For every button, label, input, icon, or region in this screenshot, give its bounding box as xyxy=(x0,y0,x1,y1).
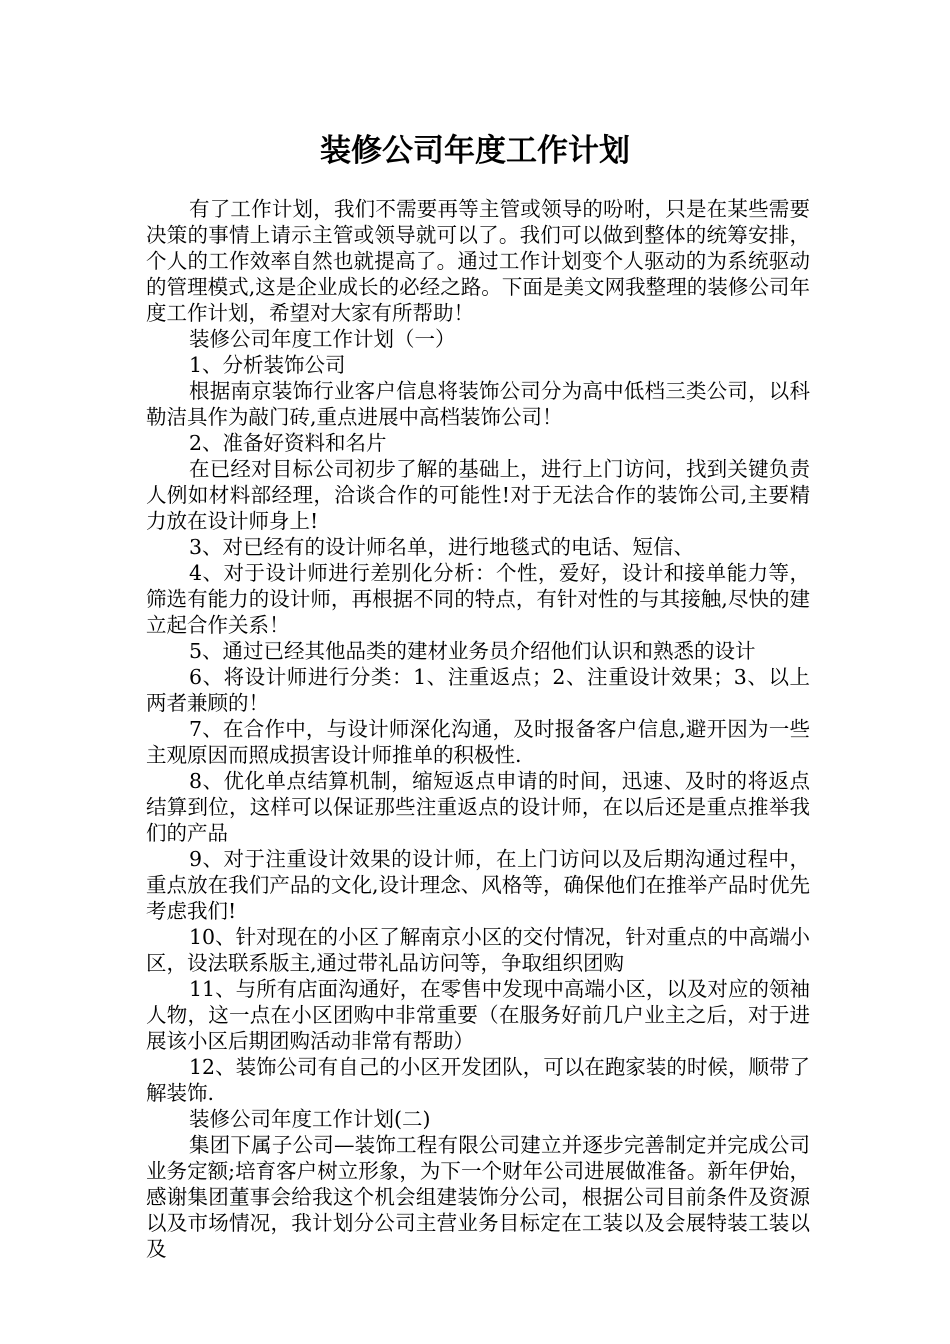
paragraph-item-10: 10、针对现在的小区了解南京小区的交付情况，针对重点的中高端小区，设法联系版主,通过带礼品访问等，争取组织团购 xyxy=(146,925,810,975)
section-heading-plan-one: 装修公司年度工作计划（一） xyxy=(189,327,456,351)
paragraph-item-9: 9、对于注重设计效果的设计师，在上门访问以及后期沟通过程中，重点放在我们产品的文化,设计理念、风格等，确保他们在推举产品时优先考虑我们! xyxy=(146,847,810,923)
document-title: 装修公司年度工作计划 xyxy=(320,133,630,169)
paragraph-item-1-body: 根据南京装饰行业客户信息将装饰公司分为高中低档三类公司，以科勒洁具作为敲门砖,重点进展中高档装饰公司！ xyxy=(146,379,810,429)
paragraph-plan-two-body: 集团下属子公司—装饰工程有限公司建立并逐步完善制定并完成公司业务定额;培育客户树立形象，为下一个财年公司进展做准备。新年伊始，感谢集团董事会给我这个机会组建装饰分公司，根据公司目前条件及资源以及市场情况，我计划分公司主营业务目标定在工装以及会展特装工装以及 xyxy=(146,1133,810,1261)
paragraph-item-12: 12、装饰公司有自己的小区开发团队，可以在跑家装的时候，顺带了解装饰. xyxy=(146,1055,810,1105)
section-heading-plan-two: 装修公司年度工作计划(二) xyxy=(189,1107,431,1131)
paragraph-item-5: 5、通过已经其他品类的建材业务员介绍他们认识和熟悉的设计 xyxy=(189,639,756,663)
paragraph-item-4: 4、对于设计师进行差别化分析：个性，爱好，设计和接单能力等，筛选有能力的设计师，再根据不同的特点，有针对性的与其接触,尽快的建立起合作关系！ xyxy=(146,561,810,637)
paragraph-item-11: 11、与所有店面沟通好，在零售中发现中高端小区，以及对应的领袖人物，这一点在小区团购中非常重要（在服务好前几户业主之后，对于进展该小区后期团购活动非常有帮助） xyxy=(146,977,810,1053)
paragraph-item-8: 8、优化单点结算机制，缩短返点申请的时间，迅速、及时的将返点结算到位，这样可以保证那些注重返点的设计师，在以后还是重点推举我们的产品 xyxy=(146,769,810,845)
paragraph-item-2-heading: 2、准备好资料和名片 xyxy=(189,431,387,455)
paragraph-item-3: 3、对已经有的设计师名单，进行地毯式的电话、短信、 xyxy=(189,535,695,559)
paragraph-item-1-heading: 1、分析装饰公司 xyxy=(189,353,346,377)
document-body xyxy=(146,196,810,1262)
paragraph-intro: 有了工作计划，我们不需要再等主管或领导的吩咐，只是在某些需要决策的事情上请示主管或领导就可以了。我们可以做到整体的统筹安排，个人的工作效率自然也就提高了。通过工作计划变个人驱动的为系统驱动的管理模式,这是企业成长的必经之路。下面是美文网我整理的装修公司年度工作计划，希望对大家有所帮助！ xyxy=(146,197,810,325)
paragraph-item-7: 7、在合作中，与设计师深化沟通，及时报备客户信息,避开因为一些主观原因而照成损害设计师推单的积极性. xyxy=(146,717,810,767)
paragraph-item-2-body: 在已经对目标公司初步了解的基础上，进行上门访问，找到关键负责人例如材料部经理，洽谈合作的可能性!对于无法合作的装饰公司,主要精力放在设计师身上! xyxy=(146,457,810,533)
paragraph-item-6: 6、将设计师进行分类：1、注重返点；2、注重设计效果；3、以上两者兼顾的！ xyxy=(146,665,810,715)
